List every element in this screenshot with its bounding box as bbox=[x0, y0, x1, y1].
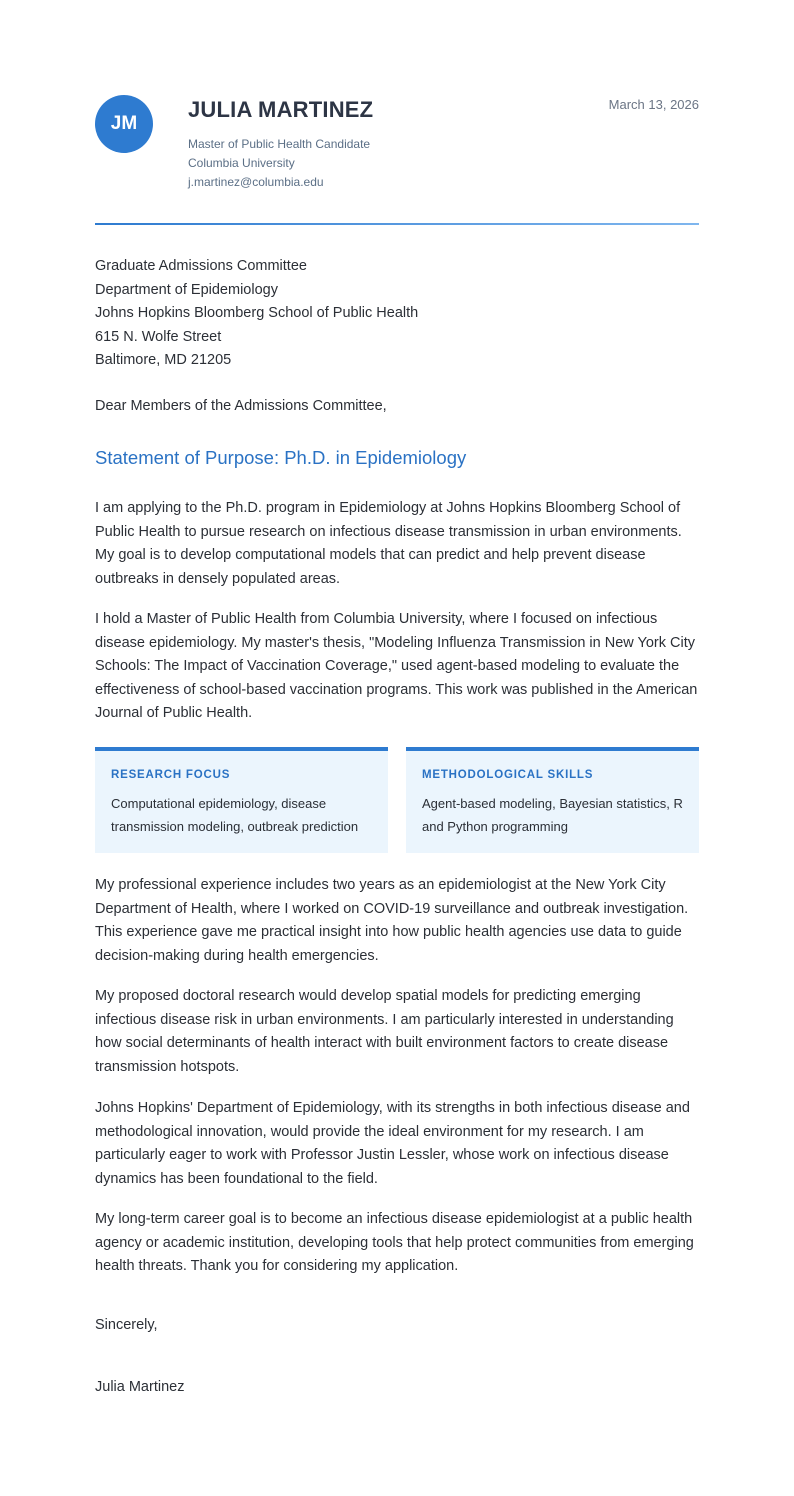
letter-header bbox=[95, 0, 699, 226]
methodological-skills-box bbox=[406, 747, 699, 853]
signature: Julia Martinez bbox=[95, 1379, 185, 1395]
research-focus-label: RESEARCH FOCUS bbox=[111, 769, 231, 781]
paragraph-intro: I am applying to the Ph.D. program in Epidemiology at Johns Hopkins Bloomberg School of Public Health to pursue research on infectious disease transmission in urban environments. My goal is to develop computational models that can predict and help prevent disease outbreaks in densely populated areas. bbox=[95, 500, 682, 587]
sender-details bbox=[188, 135, 370, 192]
methodological-skills-text: Agent-based modeling, Bayesian statistics, R and Python programming bbox=[422, 796, 683, 834]
recipient-line: 615 N. Wolfe Street bbox=[95, 328, 222, 345]
letter-page bbox=[95, 0, 699, 1395]
sender-name: JULIA MARTINEZ bbox=[188, 97, 374, 122]
sender-university: Columbia University bbox=[188, 156, 295, 170]
paragraph-research: My proposed doctoral research would develop spatial models for predicting emerging infectious disease risk in urban environments. I am particularly interested in understanding how social determinants of health interact with built environment factors to create disease transmission hotspots. bbox=[95, 988, 674, 1075]
sender-degree: Master of Public Health Candidate bbox=[188, 137, 371, 151]
statement-title: Statement of Purpose: Ph.D. in Epidemiology bbox=[95, 447, 467, 468]
header-divider bbox=[95, 223, 699, 225]
highlight-boxes bbox=[95, 747, 699, 853]
closing: Sincerely, bbox=[95, 1317, 158, 1333]
recipient-line: Baltimore, MD 21205 bbox=[95, 352, 232, 368]
recipient-line: Johns Hopkins Bloomberg School of Public Health bbox=[95, 305, 419, 321]
paragraph-career-goal: My long-term career goal is to become an infectious disease epidemiologist at a public health agency or academic institution, developing tools that help protect communities from emerging health threats. Thank you for considering my application. bbox=[95, 1211, 694, 1274]
avatar bbox=[95, 95, 153, 153]
recipient-line: Graduate Admissions Committee bbox=[95, 258, 307, 274]
avatar-initials: JM bbox=[110, 113, 138, 134]
methodological-skills-label: METHODOLOGICAL SKILLS bbox=[422, 769, 594, 781]
recipient-address bbox=[95, 255, 418, 373]
research-focus-box bbox=[95, 747, 388, 853]
recipient-line: Department of Epidemiology bbox=[95, 281, 278, 298]
research-focus-text: Computational epidemiology, disease transmission modeling, outbreak prediction bbox=[111, 796, 359, 834]
paragraph-experience: My professional experience includes two years as an epidemiologist at the New York City Department of Health, where I worked on COVID-19 surveillance and outbreak investigation. This experience gave me practical insight into how public health agencies use data to guide decision-making during health emergencies. bbox=[95, 877, 689, 964]
paragraph-education: I hold a Master of Public Health from Columbia University, where I focused on infectious disease epidemiology. My master's thesis, "Modeling Influenza Transmission in New York City Schools: The Impact of Vaccination Coverage," used agent-based modeling to evaluate the effectiveness of school-based vaccination programs. This work was published in the American Journal of Public Health. bbox=[95, 611, 698, 721]
letter-date: March 13, 2026 bbox=[608, 97, 699, 112]
salutation: Dear Members of the Admissions Committee, bbox=[95, 398, 387, 414]
paragraph-program-fit: Johns Hopkins' Department of Epidemiology, with its strengths in both infectious disease and methodological innovation, would provide the ideal environment for my research. I am particularly eager to work with Professor Justin Lessler, whose work on infectious disease dynamics has been foundational to the field. bbox=[95, 1100, 690, 1187]
sender-email: j.martinez@columbia.edu bbox=[188, 175, 324, 189]
